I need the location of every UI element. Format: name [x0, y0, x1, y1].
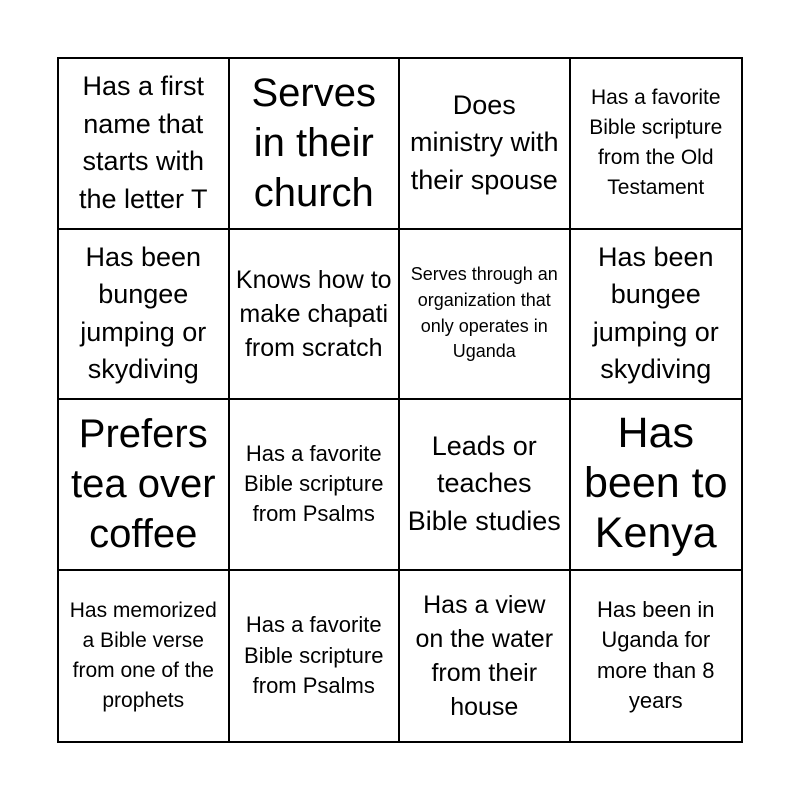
bingo-cell-text: Has been bungee jumping or skydiving	[80, 241, 207, 385]
bingo-cell-r2c3[interactable]	[400, 230, 571, 401]
bingo-cell-text: Leads or teaches Bible studies	[407, 430, 561, 536]
bingo-cell-text: Has been in Uganda for more than 8 years	[597, 597, 715, 714]
bingo-cell-r4c4[interactable]	[571, 571, 742, 742]
bingo-cell-r3c1[interactable]	[59, 400, 230, 571]
bingo-cell-r2c1[interactable]	[59, 230, 230, 401]
bingo-cell-text: Has been to Kenya	[584, 409, 728, 558]
bingo-cell-r1c2[interactable]	[230, 59, 401, 230]
bingo-cell-text: Does ministry with their spouse	[409, 89, 559, 195]
bingo-cell-r2c2[interactable]	[230, 230, 401, 401]
bingo-cell-r1c1[interactable]	[59, 59, 230, 230]
bingo-card	[57, 57, 743, 743]
bingo-cell-text: Has a favorite Bible scripture from the Old Testament	[589, 86, 723, 200]
bingo-cell-text: Serves in their church	[251, 71, 376, 216]
bingo-cell-r4c3[interactable]	[400, 571, 571, 742]
bingo-cell-text: Has a favorite Bible scripture from Psalms	[244, 440, 384, 527]
bingo-cell-r3c4[interactable]	[571, 400, 742, 571]
bingo-cell-text: Knows how to make chapati from scratch	[235, 265, 392, 362]
bingo-cell-text: Has a favorite Bible scripture from Psalms	[244, 612, 384, 698]
bingo-cell-text: Serves through an organization that only operates in Uganda	[410, 264, 558, 362]
bingo-cell-r3c2[interactable]	[230, 400, 401, 571]
bingo-cell-r4c1[interactable]	[59, 571, 230, 742]
bingo-cell-r1c3[interactable]	[400, 59, 571, 230]
bingo-cell-text: Has a view on the water from their house	[415, 590, 554, 721]
bingo-cell-text: Has memorized a Bible verse from one of the prophets	[69, 598, 217, 712]
bingo-cell-r1c4[interactable]	[571, 59, 742, 230]
bingo-cell-r3c3[interactable]	[400, 400, 571, 571]
bingo-cell-text: Has been bungee jumping or skydiving	[592, 241, 719, 385]
bingo-cell-r4c2[interactable]	[230, 571, 401, 742]
bingo-cell-text: Prefers tea over coffee	[70, 412, 216, 557]
bingo-cell-text: Has a first name that starts with the letter T	[78, 71, 208, 214]
bingo-cell-r2c4[interactable]	[571, 230, 742, 401]
